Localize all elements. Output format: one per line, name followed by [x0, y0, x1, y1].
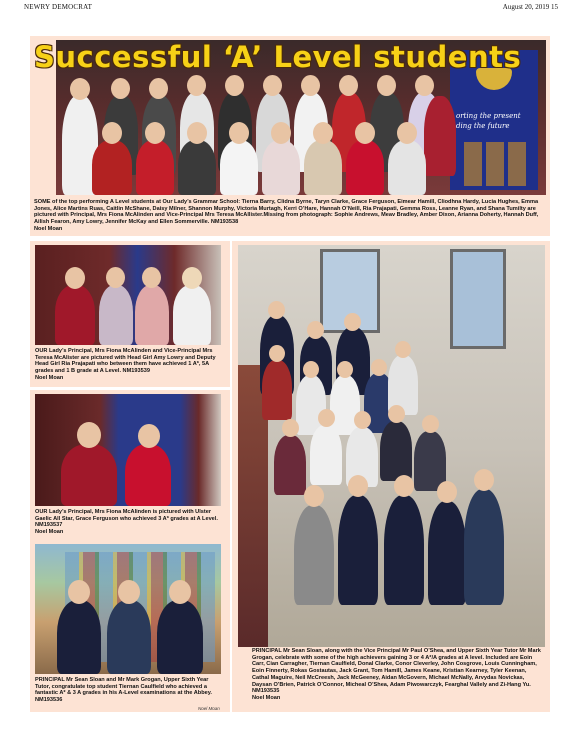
stairs-photo: [238, 245, 545, 647]
abbey-photo: [35, 544, 221, 674]
person: [274, 435, 306, 495]
stairs-caption-credit: Noel Moan: [252, 694, 281, 701]
person-head: [187, 122, 207, 144]
person: [61, 444, 117, 506]
person-head: [68, 580, 90, 604]
person: [384, 495, 424, 605]
person-head: [371, 359, 387, 376]
person-head: [271, 122, 291, 144]
person: [178, 140, 216, 195]
person: [262, 360, 292, 420]
person: [99, 285, 133, 345]
person-head: [355, 122, 375, 144]
stairs-caption-text: PRINCIPAL Mr Sean Sloan, along with the Vice Principal Mr Paul O’Shea, and Upper Sixth Year Tutor Mr Mark Grogan, celebrate with some of the high achievers gaining 3 or 4 A*/A grades at A level. Included are Eoin Carr, Cian Carragher, Tiernan Caulfield, Donal Clarke, Conor Cleverley, John Cosgrove, Louis Cunningham, Eoin Finnerty, Rokas Gostautas, Jack Grant, Tom Hamill, James Keane, Kristian Kearney, Tyler Keenan, Cathal Maguire, Neil McCreesh, Jack McGeeney, Aidan McGovern, Michael McNally, Arvydas Novickas, Daysan O’Brien, Patrick O’Connor, Micheal O’Shea, Adam Piwowarczyk, Fearghal Vallely and Zi-Hang Yu. NM193535: [252, 648, 541, 695]
person-head: [102, 122, 122, 144]
person-head: [422, 415, 439, 433]
person-head: [318, 409, 335, 427]
gaelic-caption-credit: Noel Moan: [35, 529, 64, 536]
person-head: [313, 122, 333, 144]
person-head: [70, 78, 90, 100]
person-head: [339, 75, 358, 96]
person-head: [182, 267, 202, 289]
person-head: [474, 469, 494, 491]
person-head: [301, 75, 320, 96]
person-head: [187, 75, 206, 96]
person: [338, 495, 378, 605]
person-head: [269, 345, 285, 362]
person-head: [225, 75, 244, 96]
person: [346, 140, 384, 195]
abbey-caption-text: PRINCIPAL Mr Sean Sloan and Mr Mark Grogan, Upper Sixth Year Tutor, congratulate top student Tiernan Caulfield who achieved a fantastic A* & 3 A grades in his A-Level examinations at the Abbey. NM193536: [35, 677, 212, 704]
person: [136, 140, 174, 195]
banner-photos: [464, 142, 526, 186]
person: [388, 140, 426, 195]
paper-name: NEWRY DEMOCRAT: [24, 3, 93, 11]
person-head: [415, 75, 434, 96]
person-head: [337, 361, 353, 378]
gaelic-caption: [35, 509, 225, 536]
person: [157, 600, 203, 674]
person: [173, 285, 211, 345]
main-caption-text: SOME of the top performing A Level students at Our Lady’s Grammar School: Tierna Barry, Clidna Byrne, Taryn Clarke, Grace Ferguson, Eimear Hamill, Cliodhna Hardy, Lucia Hughes, Emma Jones, Alice Martins Ruas, Caitlin McShane, Daisy Milner, Shannon Murphy, Victoria Murtagh, Kerri O’Hare, Hannah O’Neill, Ria Prajapati, Gemma Ross, Leanne Ryan, and Shana Tumilty are pictured with Principal, Mrs Fiona McAlinden and Vice-Principal Mrs Teresa McAllister.Missing from photograph: Sophie Andrews, Meav Bradley, Amber Dixon, Arianna Doherty, Hannah Duff, Ailish Fearon, Amy Lowry, Jennifer McKay and Ellen Sommerville. NM193538: [34, 199, 539, 226]
person: [424, 96, 456, 176]
principals-photo: [35, 245, 221, 345]
person: [135, 285, 169, 345]
person-head: [149, 78, 168, 99]
page-headline: Successful ‘A’ Level students: [34, 40, 522, 74]
person-head: [142, 267, 161, 288]
person-head: [263, 75, 282, 96]
person: [428, 501, 466, 605]
person-head: [395, 341, 411, 358]
principals-caption-credit: Noel Moan: [35, 374, 64, 381]
banner-text-1: orting the present: [456, 112, 521, 120]
person-head: [354, 411, 371, 429]
masthead: [0, 0, 580, 14]
person-head: [394, 475, 414, 497]
gaelic-photo: [35, 394, 221, 506]
person: [57, 600, 101, 674]
main-caption: [34, 199, 546, 233]
person-head: [118, 580, 140, 604]
person-head: [303, 361, 319, 378]
person: [125, 444, 171, 506]
main-caption-credit: Noel Moan: [34, 225, 63, 232]
person-head: [388, 405, 405, 423]
person-head: [344, 313, 361, 331]
person: [107, 600, 151, 674]
person: [294, 505, 334, 605]
person-head: [397, 122, 417, 144]
person-head: [145, 122, 165, 144]
person-head: [304, 485, 324, 507]
date-page: August 20, 2019 15: [502, 3, 558, 11]
person: [380, 421, 412, 481]
gaelic-caption-text: OUR Lady’s Principal, Mrs Fiona McAlinden is pictured with Ulster Gaelic All Star, Grace Ferguson who achieved 3 A* grades at A Level. NM193537: [35, 509, 218, 529]
principals-caption: [35, 348, 225, 382]
person-head: [282, 419, 299, 437]
person-head: [77, 422, 101, 448]
stairs-caption: [252, 648, 544, 702]
person-head: [169, 580, 191, 604]
person-head: [229, 122, 249, 144]
person: [304, 140, 342, 195]
person-head: [138, 424, 160, 448]
person-head: [437, 481, 457, 503]
person-head: [307, 321, 324, 339]
principals-caption-text: OUR Lady’s Principal, Mrs Fiona McAlinden and Vice-Principal Mrs Teresa McAlister are pictured with Head Girl Amy Lowry and Deputy Head Girl Ria Prajapati who between them have achieved 1 A*, 5A grades and 1 B grade at A Level. NM193539: [35, 348, 216, 375]
person-head: [377, 75, 396, 96]
person: [262, 140, 300, 195]
person-head: [268, 301, 285, 319]
person: [464, 489, 504, 605]
person: [55, 285, 95, 345]
person-head: [65, 267, 85, 289]
person: [310, 425, 342, 485]
person-head: [111, 78, 130, 99]
abbey-caption: [35, 677, 225, 704]
person: [92, 140, 132, 195]
person-head: [106, 267, 125, 288]
banner-text-2: ding the future: [456, 122, 510, 130]
person: [220, 140, 258, 195]
person-head: [348, 475, 368, 497]
window: [450, 249, 506, 349]
abbey-photo-credit: Noel Moan: [198, 706, 220, 711]
